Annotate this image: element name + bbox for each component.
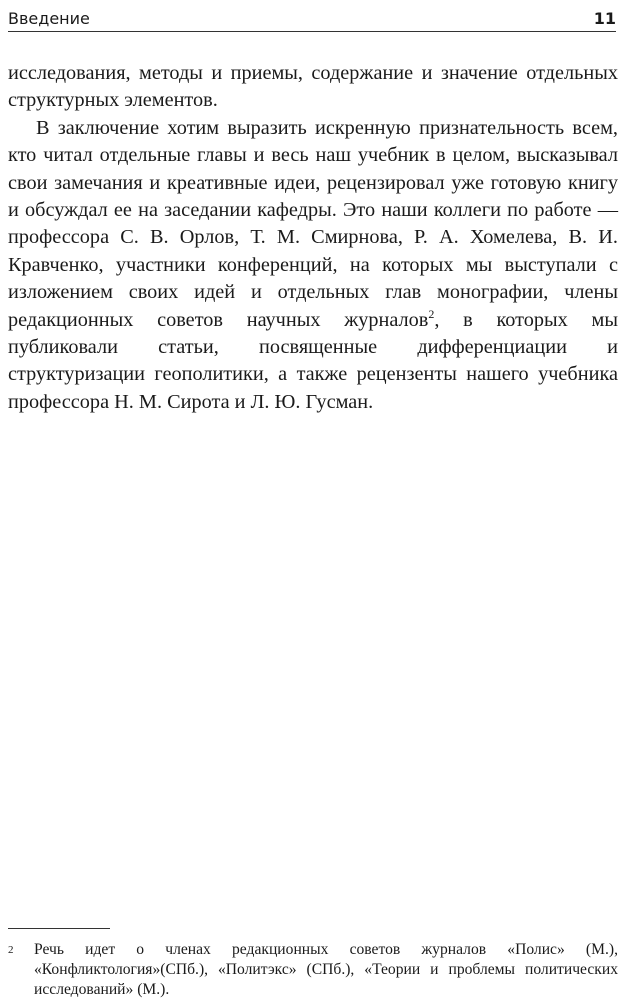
footnote [8,940,618,1000]
paragraph-1: исследования, методы и приемы, содержание и значение отдельных структурных элементов. [8,62,618,112]
footnote-reference: 2 [428,306,435,321]
paragraph-2 [8,115,618,416]
footnote-text: Речь идет о членах редакционных советов журналов «Полис» (М.), «Конфликтология»(СПб.), «Политэкс» (СПб.), «Теории и проблемы политических исследований» (М.). [34,941,618,998]
section-title: Введение [8,9,90,28]
footnote-mark: 2 [8,944,14,956]
running-header [8,6,616,32]
paragraph-2-text-a: В заключение хотим выразить искренную признательность всем, кто читал отдельные главы и весь наш учебник в целом, высказывал свои замечания и креативные идеи, рецензировал уже готовую книгу и обсуждал ее на заседании кафедры. Это наши коллеги по работе — профессора С. В. Орлов, Т. М. Смирнова, Р. А. Хомелева, В. И. Кравченко, участники конференций, на которых мы выступали с изложением своих идей и отдельных глав монографии, члены редакционных советов научных журналов [8,116,618,331]
paragraph-2-text-b: , в которых мы публиковали статьи, посвященные дифференциации и структуризации геополитики, а также рецензенты нашего учебника профессора Н. М. Сирота и Л. Ю. Гусман. [8,308,618,413]
main-text [8,60,618,416]
footnote-divider [8,928,110,929]
page-number: 11 [593,9,616,28]
